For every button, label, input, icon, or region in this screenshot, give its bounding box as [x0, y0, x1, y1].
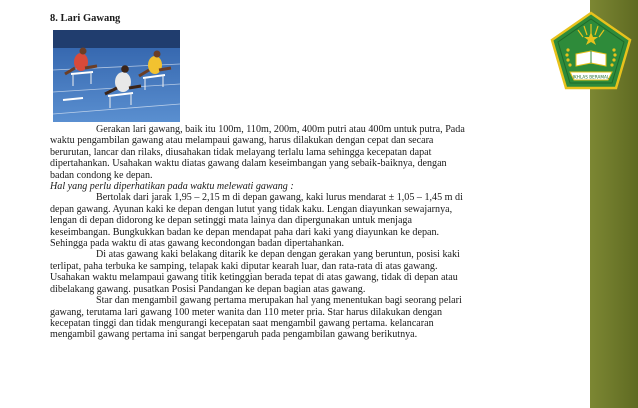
paragraph-1 [50, 124, 575, 181]
text-line: gawang, terutama lari gawang 100 meter wanita dan 110 meter pria. Star harus dilakukan dengan [50, 306, 443, 318]
text-line: mengambil gawang pertama ini sangat berpengaruh pada pengambilan gawang berikutnya. [50, 329, 418, 341]
kemenag-emblem-icon [548, 10, 634, 92]
text-line: depan gawang. Ayunan kaki ke depan dengan lutut yang tidak kaku. Lengan diayunkan sewajarnya, [50, 203, 453, 215]
text-line: Sehingga pada waktu di atas gawang kecondongan badan dipertahankan. [50, 238, 345, 250]
section-heading: 8. Lari Gawang [50, 13, 121, 24]
text-line: berurutan, lancar dan rilaks, diusahakan tidak melayang terlalu lama sehingga kecepatan dapat [50, 146, 432, 158]
text-line: Bertolak dari jarak 1,95 – 2,15 m di depan gawang, kaki lurus mendarat ± 1,05 – 1,45 m di [96, 192, 463, 204]
paragraph-3 [50, 249, 575, 295]
subheading [50, 181, 575, 192]
paragraph-4 [50, 295, 575, 341]
body-text [50, 124, 575, 341]
text-line: Usahakan waktu melampaui gawang titik ketinggian berada tepat di atas gawang, tidak di depan atau [50, 272, 458, 284]
text-line: Di atas gawang kaki belakang ditarik ke depan dengan gerakan yang beruntun, posisi kaki [96, 249, 460, 261]
text-line: badan condong ke depan. [50, 169, 153, 181]
text-line: keseimbangan. Bungkukkan badan ke depan mendapat paha dari kaki yang diayunkan ke depan. [50, 226, 440, 238]
text-line: Gerakan lari gawang, baik itu 100m, 110m, 200m, 400m putri atau 400m untuk putra, Pada [96, 124, 465, 135]
text-line: waktu pengambilan gawang atau melampaui gawang, harus dilakukan dengan cepat dan secara [50, 135, 434, 147]
text-line: terlipat, paha terbuka ke samping, telapak kaki diputar kearah luar, dan rata-rata di atas gawang. [50, 260, 438, 272]
text-line: Hal yang perlu diperhatikan pada waktu melewati gawang : [50, 181, 294, 193]
hurdles-race-photo-icon [53, 30, 180, 122]
text-line: Star dan mengambil gawang pertama merupakan hal yang menentukan bagi seorang pelari [96, 295, 462, 307]
text-line: dipertahankan. Usahakan waktu diatas gawang dalam keseimbangan yang sebaik-baiknya, dengan [50, 158, 447, 170]
text-line: lengan di depan didorong ke depan setinggi mata lainya dan dipergunakan untuk menjaga [50, 215, 412, 227]
text-line: dibelakang gawang. pusatkan Posisi Pandangan ke depan bagian atas gawang. [50, 283, 366, 295]
text-line: kecepatan tinggi dan tidak mengurangi kecepatan saat mengambil gawang pertama. kelancaran [50, 317, 434, 329]
paragraph-2 [50, 192, 575, 249]
logo-caption: IKHLAS BERAMAL [572, 74, 610, 80]
